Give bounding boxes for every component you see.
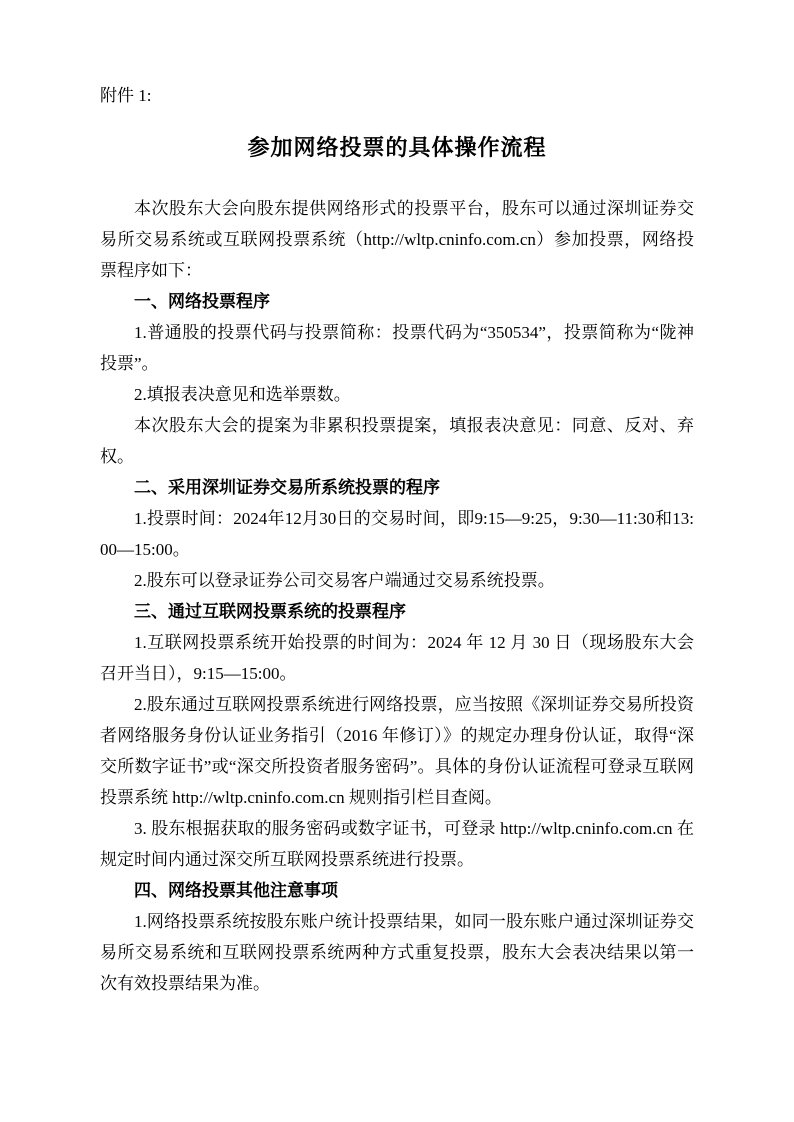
paragraph-duplicate-vote: 1.网络投票系统按股东账户统计投票结果，如同一股东账户通过深圳证券交易所交易系统和互联网投票系统两种方式重复投票，股东大会表决结果以第一次有效投票结果为准。 <box>100 912 694 993</box>
paragraph-login-vote: 3. 股东根据获取的服务密码或数字证书，可登录 http://wltp.cninfo.com.cn 在规定时间内通过深交所互联网投票系统进行投票。 <box>100 819 694 869</box>
attachment-label: 附件 1: <box>100 86 152 105</box>
paragraph-client-login: 2.股东可以登录证券公司交易客户端通过交易系统投票。 <box>134 571 555 590</box>
paragraph-voting-code: 1.普通股的投票代码与投票简称：投票代码为“350534”，投票简称为“陇神投票”。 <box>100 323 694 373</box>
paragraph-proposal-type: 本次股东大会的提案为非累积投票提案，填报表决意见：同意、反对、弃权。 <box>100 416 694 466</box>
paragraph-internet-time: 1.互联网投票系统开始投票的时间为：2024 年 12 月 30 日（现场股东大会召开当日），9:15—15:00。 <box>100 633 694 683</box>
paragraph-intro: 本次股东大会向股东提供网络形式的投票平台，股东可以通过深圳证券交易所交易系统或互联网投票系统（http://wltp.cninfo.com.cn）参加投票，网络投票程序如下： <box>100 199 694 280</box>
section-heading-1: 一、网络投票程序 <box>134 292 270 311</box>
section-heading-2: 二、采用深圳证券交易所系统投票的程序 <box>134 478 440 497</box>
paragraph-voting-time: 1.投票时间：2024年12月30日的交易时间，即9:15—9:25，9:30—11:30和13:00—15:00。 <box>100 509 694 559</box>
paragraph-identity-auth: 2.股东通过互联网投票系统进行网络投票，应当按照《深圳证券交易所投资者网络服务身份认证业务指引（2016 年修订）》的规定办理身份认证，取得“深交所数字证书”或“深交所投资者服务密码”。具体的身份认证流程可登录互联网投票系统 http://wltp.cninfo.com.cn 规则指引栏目查阅。 <box>100 695 694 807</box>
section-heading-4: 四、网络投票其他注意事项 <box>134 881 338 900</box>
paragraph-fill-opinion: 2.填报表决意见和选举票数。 <box>134 385 351 404</box>
document-body <box>100 193 694 999</box>
document-title: 参加网络投票的具体操作流程 <box>247 135 547 160</box>
section-heading-3: 三、通过互联网投票系统的投票程序 <box>134 602 406 621</box>
